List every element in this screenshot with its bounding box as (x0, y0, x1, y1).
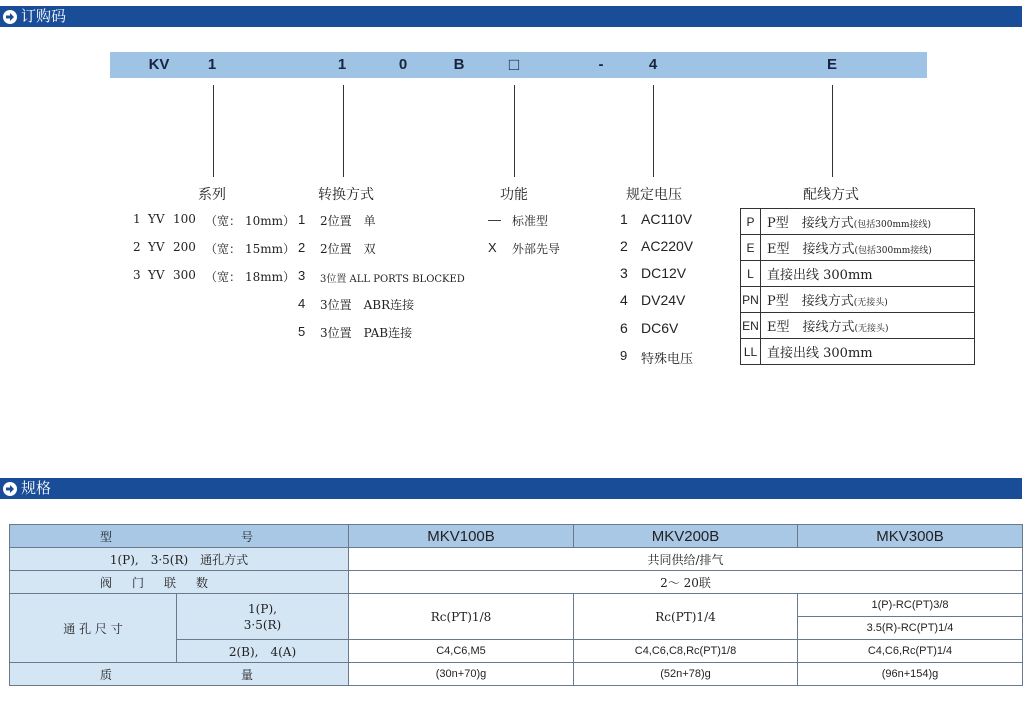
port-size-value: C4,C6,M5 (349, 640, 574, 663)
voltage-item: 1 AC110V (620, 211, 693, 227)
code-part: KV (148, 56, 170, 73)
switch-title: 转换方式 (318, 187, 374, 203)
port-size-sub-label: 1(P), 3·5(R) (177, 594, 349, 640)
mass-value: (30n+70)g (349, 663, 574, 686)
spec-row (10, 663, 1023, 686)
code-part: 0 (398, 56, 408, 73)
port-size-sub-label: 2(B), 4(A) (177, 640, 349, 663)
model-header-char: 型 (100, 529, 113, 544)
spec-table (9, 524, 1023, 686)
code-part: 4 (648, 56, 658, 73)
arrow-right-icon (3, 10, 17, 24)
voltage-item: 2 AC220V (620, 238, 694, 254)
spec-row (10, 594, 1023, 617)
series-item: 1 YV 100 （宽： 10mm） (133, 212, 296, 228)
model-name: MKV200B (574, 525, 798, 548)
switch-item: 3 3位置 ALL PORTS BLOCKED (298, 268, 465, 285)
switch-item: 4 3位置 ABR连接 (298, 296, 415, 312)
switch-item: 1 2位置 单 (298, 212, 376, 228)
wiring-row: PN P型 接线方式(无接头) (741, 287, 975, 313)
connector-line (213, 85, 214, 177)
wiring-row: E E型 接线方式(包括300mm接线) (741, 235, 975, 261)
mass-label-char: 量 (240, 667, 253, 682)
switch-item: 2 2位置 双 (298, 240, 376, 256)
mass-value: (96n+154)g (798, 663, 1023, 686)
spec-row (10, 571, 1023, 594)
port-size-label: 通 孔 尺 寸 (10, 594, 177, 663)
port-size-value: Rc(PT)1/4 (574, 594, 798, 640)
port-size-value: C4,C6,C8,Rc(PT)1/8 (574, 640, 798, 663)
voltage-title: 规定电压 (626, 187, 682, 203)
voltage-item: 4 DV24V (620, 292, 686, 308)
spec-header-row (10, 525, 1023, 548)
mass-value: (52n+78)g (574, 663, 798, 686)
port-size-value: 1(P)-RC(PT)3/8 (798, 594, 1023, 617)
order-code-bar (110, 52, 927, 78)
port-size-value: C4,C6,Rc(PT)1/4 (798, 640, 1023, 663)
model-name: MKV100B (349, 525, 574, 548)
connector-line (514, 85, 515, 177)
voltage-item: 6 DC6V (620, 320, 679, 336)
gang-value: 2～ 20联 (349, 571, 1023, 594)
model-header-char: 号 (240, 529, 253, 544)
gang-label: 阀 门 联 数 (10, 571, 349, 594)
code-part: - (598, 56, 604, 73)
code-part: □ (508, 55, 520, 74)
port-size-value: Rc(PT)1/8 (349, 594, 574, 640)
mass-label-char: 质 (100, 667, 113, 682)
code-part: 1 (337, 56, 347, 73)
wiring-row: L 直接出线 300mm (741, 261, 975, 287)
function-title: 功能 (500, 187, 528, 203)
switch-item: 5 3位置 PAB连接 (298, 324, 413, 340)
arrow-right-icon (3, 482, 17, 496)
code-part: B (453, 56, 465, 73)
section-title: 订购码 (21, 7, 67, 25)
series-item: 3 YV 300 （宽： 18mm） (133, 268, 296, 284)
wiring-table (740, 208, 975, 365)
wiring-title: 配线方式 (803, 187, 859, 203)
series-item: 2 YV 200 （宽： 15mm） (133, 240, 296, 256)
wiring-row: P P型 接线方式(包括300mm接线) (741, 209, 975, 235)
wiring-row: EN E型 接线方式(无接头) (741, 313, 975, 339)
function-item: — 标准型 (488, 212, 549, 228)
section-header-order-code (0, 6, 1022, 27)
code-part: E (826, 56, 838, 73)
port-type-label: 1(P), 3·5(R) 通孔方式 (10, 548, 349, 571)
connector-line (653, 85, 654, 177)
wiring-row: LL 直接出线 300mm (741, 339, 975, 365)
connector-line (832, 85, 833, 177)
connector-line (343, 85, 344, 177)
code-part: 1 (207, 56, 217, 73)
function-item: X 外部先导 (488, 240, 561, 256)
series-title: 系列 (198, 187, 226, 203)
section-header-spec (0, 478, 1022, 499)
spec-row (10, 548, 1023, 571)
voltage-item: 9 特殊电压 (620, 348, 694, 367)
model-name: MKV300B (798, 525, 1023, 548)
port-type-value: 共同供给/排气 (349, 548, 1023, 571)
voltage-item: 3 DC12V (620, 265, 687, 281)
section-title: 规格 (21, 479, 52, 497)
port-size-value: 3.5(R)-RC(PT)1/4 (798, 617, 1023, 640)
